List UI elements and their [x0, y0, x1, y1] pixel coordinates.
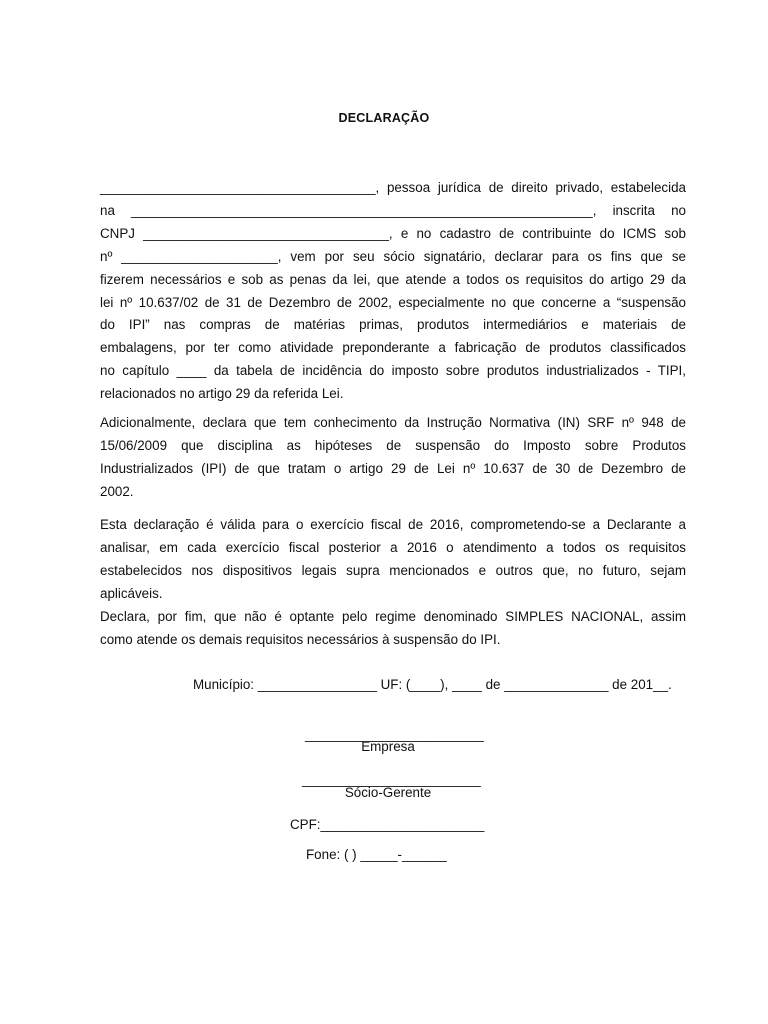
paragraph-declaration: [100, 177, 686, 406]
text-line: Esta declaração é válida para o exercício fiscal de 2016, comprometendo-se a Declarante a: [100, 517, 686, 532]
text-line: _____________________________________, pessoa jurídica de direito privado, estabelecida: [100, 180, 686, 195]
paragraph-validity: [100, 514, 686, 606]
text-line: relacionados no artigo 29 da referida Lei.: [100, 386, 344, 402]
text-line: Adicionalmente, declara que tem conhecimento da Instrução Normativa (IN) SRF nº 948 de: [100, 415, 686, 430]
cpf-field-line: CPF:______________________: [290, 817, 485, 832]
text-line: analisar, em cada exercício fiscal posterior a 2016 o atendimento a todos os requisitos: [100, 539, 686, 555]
text-line: nº _____________________, vem por seu sócio signatário, declarar para os fins que se: [100, 248, 686, 264]
text-line: 2002.: [100, 483, 134, 499]
text-line: embalagens, por ter como atividade preponderante a fabricação de produtos classificados: [100, 340, 686, 356]
text-line: fizerem necessários e sob as penas da lei, que atende a todos os requisitos do artigo 29 da: [100, 271, 686, 287]
socio-signature-rule: ________________________: [302, 772, 481, 787]
paragraph-simples-nacional: [100, 606, 686, 652]
text-line: CNPJ _________________________________, e no cadastro de contribuinte do ICMS sob: [100, 225, 686, 241]
empresa-label: Empresa: [361, 739, 415, 754]
text-line: lei nº 10.637/02 de 31 de Dezembro de 2002, especialmente no que concerne a “suspensão: [100, 294, 686, 310]
text-line: do IPI” nas compras de matérias primas, produtos intermediários e materiais de: [100, 317, 686, 333]
text-line: Declara, por fim, que não é optante pelo regime denominado SIMPLES NACIONAL, assim: [100, 609, 686, 624]
text-line: 15/06/2009 que disciplina as hipóteses de suspensão do Imposto sobre Produtos: [100, 437, 686, 453]
text-line: na ______________________________________________________________, inscrita no: [100, 202, 686, 218]
municipio-date-line: Município: ________________ UF: (____), ____ de ______________ de 201__.: [193, 677, 672, 692]
empresa-signature-rule: ________________________: [305, 727, 484, 742]
text-line: estabelecidos nos dispositivos legais supra mencionados e outros que, no futuro, sejam: [100, 562, 686, 578]
text-line: como atende os demais requisitos necessários à suspensão do IPI.: [100, 631, 501, 647]
text-line: no capítulo ____ da tabela de incidência do imposto sobre produtos industrializados - TIPI,: [100, 363, 686, 379]
socio-gerente-label: Sócio-Gerente: [344, 785, 432, 800]
text-line: Industrializados (IPI) de que tratam o artigo 29 de Lei nº 10.637 de 30 de Dezembro de: [100, 460, 686, 476]
text-line: aplicáveis.: [100, 585, 163, 601]
paragraph-instrucao-normativa: [100, 412, 686, 504]
fone-field-line: Fone: ( ) _____-______: [306, 847, 447, 862]
document-title: DECLARAÇÃO: [338, 111, 430, 125]
